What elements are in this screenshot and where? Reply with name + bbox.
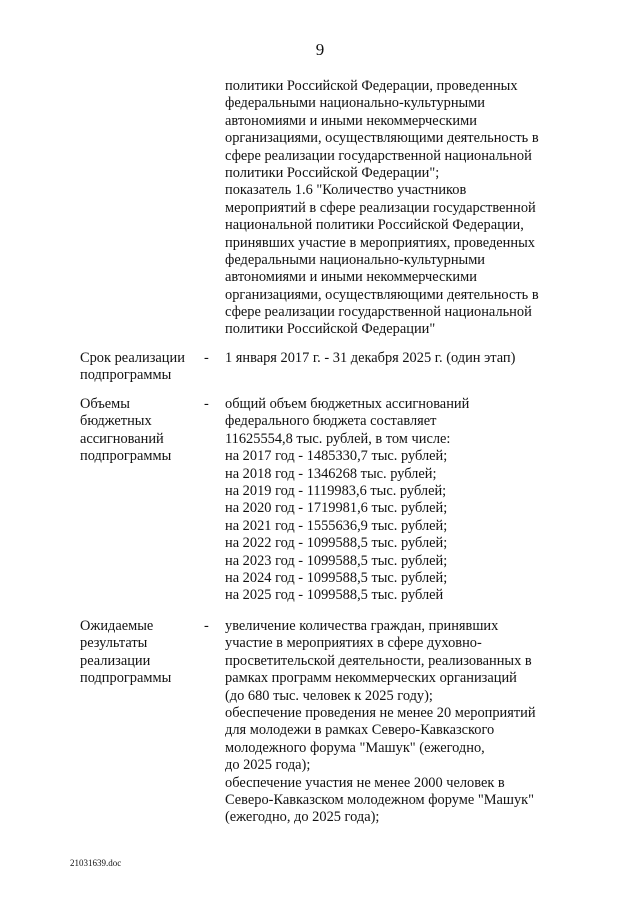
row-dash: -: [204, 618, 209, 634]
text-line: сфере реализации государственной национальной: [225, 147, 532, 164]
text-line: для молодежи в рамках Северо-Кавказского: [225, 722, 495, 739]
label-line: реализации: [80, 652, 151, 669]
label-line: подпрограммы: [80, 448, 172, 465]
row-dash: -: [204, 396, 209, 412]
text-line: мероприятий в сфере реализации государственной: [225, 199, 536, 216]
text-line: автономиями и иными некоммерческими: [225, 269, 477, 286]
label-line: подпрограммы: [80, 670, 172, 687]
text-line: участие в мероприятиях в сфере духовно-: [225, 635, 482, 652]
row-label-budget: [80, 396, 200, 466]
continuation-text: [225, 78, 565, 339]
footer-filename: 21031639.doc: [70, 858, 122, 868]
text-line: просветительской деятельности, реализованных в: [225, 652, 532, 669]
text-line: политики Российской Федерации, проведенных: [225, 78, 518, 94]
label-line: Объемы: [80, 396, 130, 412]
text-line: на 2022 год - 1099588,5 тыс. рублей;: [225, 535, 448, 552]
text-line: обеспечение участия не менее 2000 человек в: [225, 774, 505, 791]
text-line: политики Российской Федерации";: [225, 164, 440, 181]
text-line: (ежегодно, до 2025 года);: [225, 809, 380, 826]
text-line: до 2025 года);: [225, 757, 311, 774]
text-line: обеспечение проведения не менее 20 мероприятий: [225, 704, 536, 721]
label-line: ассигнований: [80, 430, 164, 447]
label-line: подпрограммы: [80, 367, 172, 384]
text-line: на 2021 год - 1555636,9 тыс. рублей;: [225, 517, 448, 534]
text-line: увеличение количества граждан, принявших: [225, 618, 499, 634]
text-line: организациями, осуществляющими деятельность в: [225, 286, 539, 303]
text-line: политики Российской Федерации": [225, 321, 436, 338]
text-line: 1 января 2017 г. - 31 декабря 2025 г. (один этап): [225, 350, 516, 366]
text-line: на 2018 год - 1346268 тыс. рублей;: [225, 465, 437, 482]
row-label-term: [80, 350, 200, 385]
text-line: на 2023 год - 1099588,5 тыс. рублей;: [225, 552, 448, 569]
page-number: 9: [315, 40, 325, 59]
text-line: федеральными национально-культурными: [225, 95, 486, 112]
text-line: сфере реализации государственной национальной: [225, 304, 532, 321]
label-line: Срок реализации: [80, 350, 185, 366]
row-value-results: [225, 618, 565, 827]
text-line: организациями, осуществляющими деятельность в: [225, 130, 539, 147]
row-value-term: [225, 350, 565, 367]
text-line: молодежного форума "Машук" (ежегодно,: [225, 739, 485, 756]
text-line: 11625554,8 тыс. рублей, в том числе:: [225, 430, 451, 447]
text-line: на 2024 год - 1099588,5 тыс. рублей;: [225, 569, 448, 586]
text-line: федеральными национально-культурными: [225, 251, 486, 268]
text-line: принявших участие в мероприятиях, проведенных: [225, 234, 535, 251]
text-line: на 2020 год - 1719981,6 тыс. рублей;: [225, 500, 448, 517]
text-line: показатель 1.6 "Количество участников: [225, 182, 467, 199]
row-dash: -: [204, 350, 209, 366]
label-line: Ожидаемые: [80, 618, 154, 634]
row-value-budget: [225, 396, 565, 605]
text-line: национальной политики Российской Федерации,: [225, 217, 524, 234]
text-line: рамках программ некоммерческих организаций: [225, 670, 517, 687]
text-line: автономиями и иными некоммерческими: [225, 112, 477, 129]
text-line: на 2025 год - 1099588,5 тыс. рублей: [225, 587, 444, 604]
text-line: (до 680 тыс. человек к 2025 году);: [225, 687, 433, 704]
text-line: федерального бюджета составляет: [225, 413, 437, 430]
label-line: результаты: [80, 635, 148, 652]
text-line: общий объем бюджетных ассигнований: [225, 396, 470, 412]
text-line: на 2017 год - 1485330,7 тыс. рублей;: [225, 448, 448, 465]
text-line: на 2019 год - 1119983,6 тыс. рублей;: [225, 482, 447, 499]
label-line: бюджетных: [80, 413, 152, 430]
row-label-results: [80, 618, 200, 688]
text-line: Северо-Кавказском молодежном форуме "Машук": [225, 791, 535, 808]
